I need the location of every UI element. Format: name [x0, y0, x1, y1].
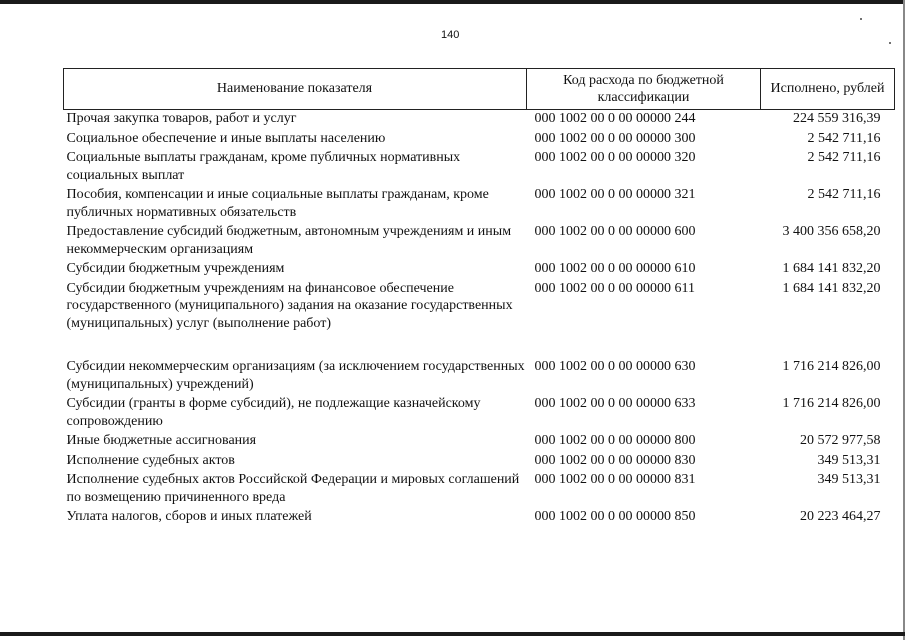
row-code: 000 1002 00 0 00 00000 800: [534, 433, 696, 448]
table-row: [64, 432, 895, 452]
row-amount: 2 542 711,16: [807, 130, 881, 146]
top-border-line: [0, 0, 905, 4]
row-name: Социальные выплаты гражданам, кроме публичных нормативных социальных выплат: [66, 150, 461, 183]
row-amount: 349 513,31: [817, 452, 881, 468]
table-row: [64, 149, 895, 186]
header-indicator-name: Наименование показателя: [64, 69, 527, 110]
table-row: [64, 395, 895, 432]
row-code: 000 1002 00 0 00 00000 244: [534, 111, 696, 126]
table-row: [64, 452, 895, 472]
bottom-border-line: [0, 632, 905, 636]
header-executed-amount: Исполнено, рублей: [761, 69, 895, 110]
row-name: Уплата налогов, сборов и иных платежей: [66, 509, 312, 524]
header-expense-code: Код расхода по бюджетной классификации: [527, 69, 761, 110]
blank-row: [64, 334, 895, 358]
row-name: Иные бюджетные ассигнования: [66, 433, 257, 448]
row-name: Предоставление субсидий бюджетным, автономным учреждениям и иным некоммерческим организациям: [66, 224, 512, 257]
row-code: 000 1002 00 0 00 00000 600: [534, 224, 696, 239]
scan-speck: [860, 18, 862, 20]
table-row: [64, 223, 895, 260]
row-name: Исполнение судебных актов: [66, 452, 235, 468]
table-row: [64, 508, 895, 528]
row-amount: 1 684 141 832,20: [782, 261, 881, 276]
row-code: 000 1002 00 0 00 00000 611: [534, 280, 695, 296]
row-code: 000 1002 00 0 00 00000 850: [534, 509, 696, 524]
table-row: [64, 130, 895, 150]
row-name: Исполнение судебных актов Российской Федерации и мировых соглашений по возмещению причиненного вреда: [66, 472, 520, 505]
blank-cell: [527, 334, 761, 358]
table-row: [64, 186, 895, 223]
row-amount: 3 400 356 658,20: [782, 224, 881, 239]
blank-cell: [64, 334, 527, 358]
row-amount: 2 542 711,16: [807, 150, 881, 165]
scan-speck: [889, 42, 891, 44]
row-amount: 349 513,31: [817, 472, 881, 487]
budget-execution-table: [63, 68, 895, 528]
row-name: Субсидии некоммерческим организациям (за исключением государственных (муниципальных) учреждений): [66, 359, 525, 392]
row-amount: 20 572 977,58: [800, 433, 881, 448]
row-amount: 224 559 316,39: [793, 111, 881, 126]
row-code: 000 1002 00 0 00 00000 610: [534, 261, 696, 276]
table-header-row: [64, 69, 895, 110]
row-code: 000 1002 00 0 00 00000 321: [534, 187, 696, 202]
table-row: [64, 358, 895, 395]
table-row: [64, 260, 895, 280]
page-number: 140: [441, 29, 460, 41]
row-code: 000 1002 00 0 00 00000 830: [534, 452, 696, 468]
table-row: [64, 471, 895, 508]
table-row: [64, 280, 895, 335]
row-amount: 20 223 464,27: [800, 509, 881, 524]
row-name: Пособия, компенсации и иные социальные выплаты гражданам, кроме публичных нормативных обязательств: [66, 187, 489, 220]
row-code: 000 1002 00 0 00 00000 630: [534, 359, 696, 374]
row-name: Субсидии бюджетным учреждениям: [66, 261, 285, 276]
row-name: Субсидии (гранты в форме субсидий), не подлежащие казначейскому сопровождению: [66, 396, 481, 429]
row-amount: 2 542 711,16: [807, 187, 881, 202]
row-amount: 1 716 214 826,00: [782, 359, 881, 374]
table-row: [64, 110, 895, 130]
row-code: 000 1002 00 0 00 00000 320: [534, 150, 696, 165]
row-name: Прочая закупка товаров, работ и услуг: [66, 111, 297, 126]
blank-cell: [761, 334, 895, 358]
row-name: Субсидии бюджетным учреждениям на финансовое обеспечение государственного (муниципального) задания на оказание государственных (муниципальных) услуг (выполнение работ): [66, 280, 513, 331]
row-name: Социальное обеспечение и иные выплаты населению: [66, 130, 386, 146]
row-amount: 1 684 141 832,20: [782, 280, 881, 296]
row-code: 000 1002 00 0 00 00000 300: [534, 130, 696, 146]
row-amount: 1 716 214 826,00: [782, 396, 881, 411]
row-code: 000 1002 00 0 00 00000 633: [534, 396, 696, 411]
row-code: 000 1002 00 0 00 00000 831: [534, 472, 696, 487]
